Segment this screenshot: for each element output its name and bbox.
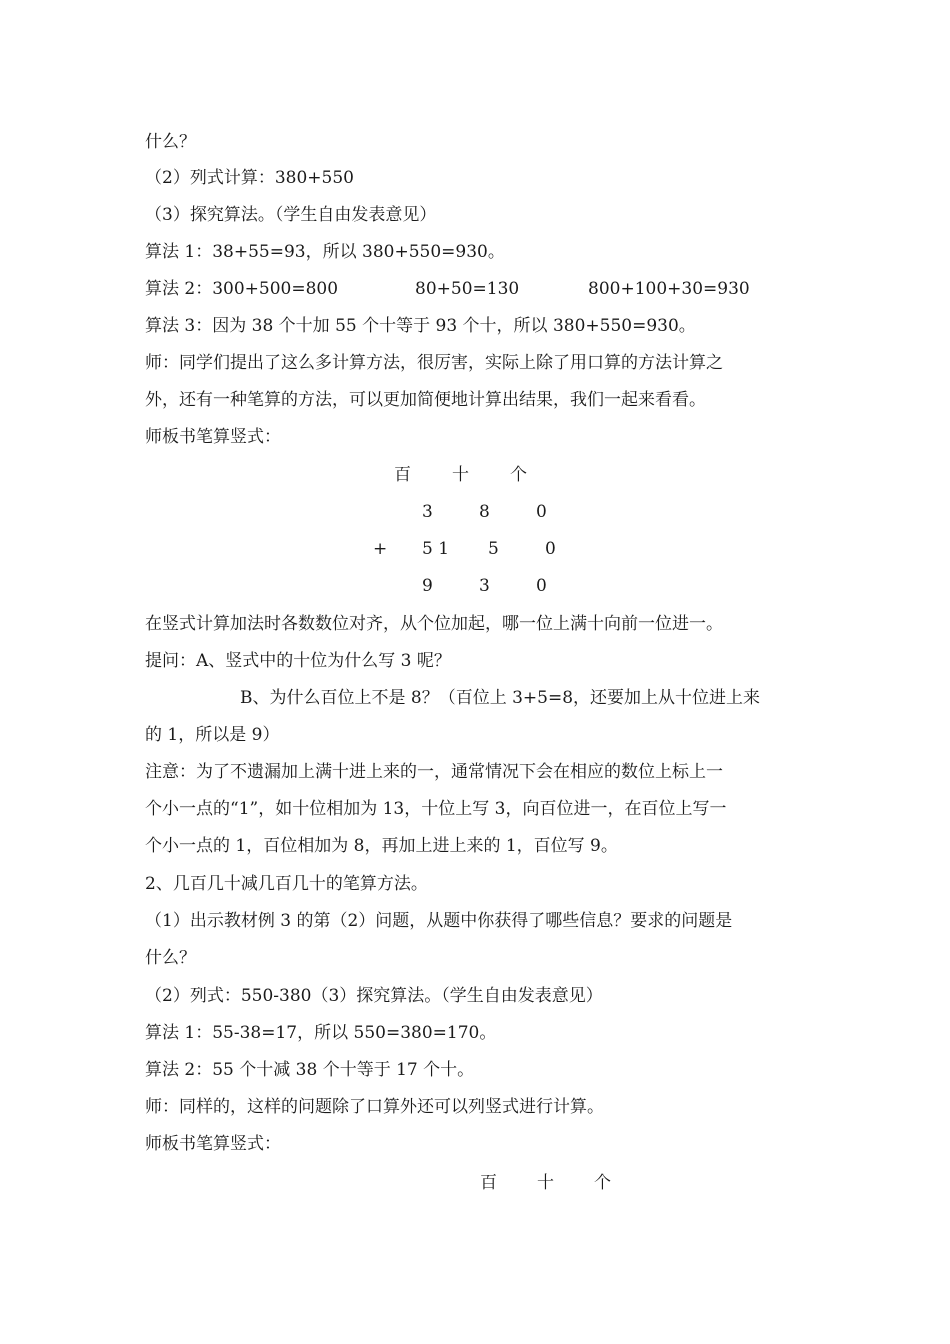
text-line: 2、几百几十减几百几十的笔算方法。 <box>145 874 428 894</box>
text-line: 算法 2：55 个十减 38 个十等于 17 个十。 <box>145 1060 475 1080</box>
text-line: （2）列式计算：380+550 <box>145 168 354 188</box>
text-line: 的 1，所以是 9） <box>145 725 280 745</box>
text-line: 算法 2：300+500=800 <box>145 279 339 299</box>
text-line: 师：同样的，这样的问题除了口算外还可以列竖式进行计算。 <box>145 1097 604 1117</box>
text-line: （3）探究算法。（学生自由发表意见） <box>145 205 437 225</box>
digit: 0 <box>536 576 547 596</box>
text-line: 什么？ <box>145 948 196 968</box>
place-ones: 个 <box>594 1173 611 1193</box>
text-line: B、为什么百位上不是 8？（百位上 3+5=8，还要加上从十位进上来 <box>240 688 761 708</box>
digit: 0 <box>545 539 556 559</box>
place-tens: 十 <box>537 1173 554 1193</box>
text-line: 算法 1：55-38=17，所以 550=380=170。 <box>145 1023 497 1043</box>
text-line: （2）列式：550-380（3）探究算法。（学生自由发表意见） <box>145 986 603 1006</box>
text-line: 师板书笔算竖式： <box>145 1134 281 1154</box>
text-line: 师：同学们提出了这么多计算方法，很厉害，实际上除了用口算的方法计算之 <box>145 353 723 373</box>
text-line: 什么？ <box>145 132 196 152</box>
place-tens: 十 <box>452 465 469 485</box>
text-line: 算法 3：因为 38 个十加 55 个十等于 93 个十，所以 380+550=930。 <box>145 316 696 336</box>
text-line: 80+50=130 <box>415 279 520 299</box>
text-line: 外，还有一种笔算的方法，可以更加简便地计算出结果，我们一起来看看。 <box>145 390 706 410</box>
text-line: 个小一点的 1，百位相加为 8，再加上进上来的 1，百位写 9。 <box>145 836 618 856</box>
place-hundreds: 百 <box>480 1173 497 1193</box>
digit: 8 <box>479 502 490 522</box>
text-line: 在竖式计算加法时各数数位对齐，从个位加起，哪一位上满十向前一位进一。 <box>145 614 723 634</box>
text-line: 800+100+30=930 <box>588 279 750 299</box>
text-line: 算法 1：38+55=93，所以 380+550=930。 <box>145 242 505 262</box>
digit: 5 <box>488 539 499 559</box>
digit: 9 <box>422 576 433 596</box>
text-line: 注意：为了不遗漏加上满十进上来的一，通常情况下会在相应的数位上标上一 <box>145 762 723 782</box>
text-line: 师板书笔算竖式： <box>145 427 281 447</box>
text-line: （1）出示教材例 3 的第（2）问题，从题中你获得了哪些信息？要求的问题是 <box>145 911 733 931</box>
place-ones: 个 <box>510 465 527 485</box>
digit: 5 1 <box>422 539 450 559</box>
plus-sign: + <box>373 539 388 559</box>
digit: 3 <box>479 576 490 596</box>
text-line: 提问：A、竖式中的十位为什么写 3 呢？ <box>145 651 451 671</box>
text-line: 个小一点的“1”，如十位相加为 13，十位上写 3，向百位进一，在百位上写一 <box>145 799 727 819</box>
digit: 3 <box>422 502 433 522</box>
digit: 0 <box>536 502 547 522</box>
place-hundreds: 百 <box>394 465 411 485</box>
